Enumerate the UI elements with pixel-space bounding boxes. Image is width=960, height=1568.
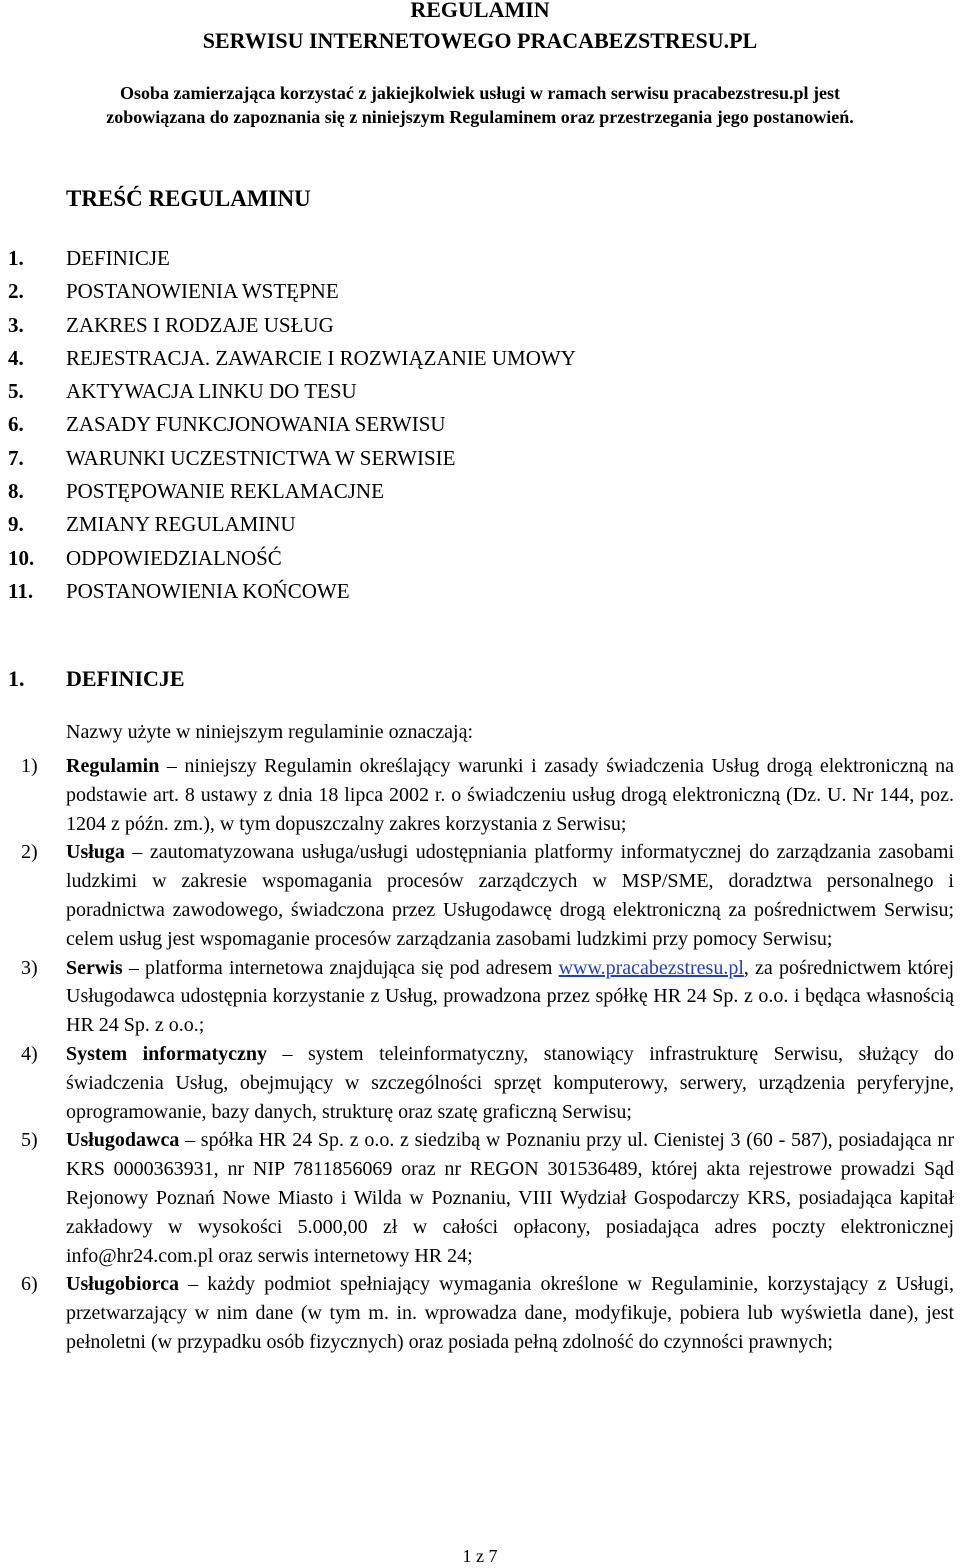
definition-number: 3) [21,956,38,979]
toc-item-label: POSTANOWIENIA WSTĘPNE [66,279,339,304]
toc-item-number: 8. [8,479,24,504]
page-number: 1 z 7 [462,1546,498,1566]
document-subtitle: SERWISU INTERNETOWEGO PRACABEZSTRESU.PL [202,28,758,53]
toc-item-number: 2. [8,279,24,304]
definition-number: 6) [21,1273,38,1296]
toc-item-label: ZASADY FUNKCJONOWANIA SERWISU [66,412,446,437]
definition-term: Usługodawca [66,1129,180,1152]
definition-number: 1) [21,755,38,777]
toc-item-number: 3. [8,312,24,337]
toc-item-number: 1. [8,246,24,270]
intro-line-2: zobowiązana do zapoznania się z niniejszym Regulaminem oraz przestrzegania jego postanowień. [106,107,854,127]
toc-item-label: WARUNKI UCZESTNICTWA W SERWISIE [66,445,456,470]
section-heading [8,666,185,692]
definition-text: – zautomatyzowana usługa/usługi udostępniania platformy informatycznej do zarządzania zasobami ludzkimi w zakresie wspomagania procesów zarządczych w MSP/SME, doradztwa personalnego i poradnictwa zawodowego, świadczona przez Usługodawcę drogą elektroniczną za pośrednictwem Serwisu; celem usług jest wspomaganie procesów zarządzania zasobami ludzkimi przy pomocy Serwisu; [66,841,954,950]
toc-item-number: 6. [8,412,24,437]
section-number: 1. [8,666,25,691]
toc-item-number: 7. [8,445,24,470]
toc-item-label: POSTĘPOWANIE REKLAMACJNE [66,479,384,504]
definition-item [0,1270,960,1356]
definition-text: – platforma internetowa znajdująca się pod adresem [122,956,559,979]
toc-item-number: 11. [8,578,34,603]
definition-text: – system teleinformatyczny, stanowiący infrastrukturę Serwisu, służący do świadczenia Usług, obejmujący w szczególności sprzęt komputerowy, serwery, urządzenia peryferyjne, oprogramowanie, bazy danych, strukturę oraz szatę graficzną Serwisu; [66,1042,954,1123]
section-intro: Nazwy użyte w niniejszym regulaminie oznaczają: [66,721,474,743]
definition-item [0,752,960,838]
document-title: REGULAMIN [410,0,550,22]
definitions-list [0,752,960,1357]
definition-text: – każdy podmiot spełniający wymagania określone w Regulaminie, korzystający z Usługi, przetwarzający w nim dane (w tym m. in. wprowadza dane, modyfikuje, pobiera lub wyświetla dane), jest pełnoletni (w przypadku osób fizycznych) oraz posiada pełną zdolność do czynności prawnych; [66,1273,954,1353]
definition-item [0,1040,960,1126]
toc-item-number: 5. [8,379,24,404]
toc-item-label: DEFINICJE [66,246,170,270]
definition-text: – spółka HR 24 Sp. z o.o. z siedzibą w Poznaniu przy ul. Cienistej 3 (60 - 587), posiadająca nr KRS 0000363931, nr NIP 7811856069 oraz nr REGON 301536489, której akta rejestrowe prowadzi Sąd Rejonowy Poznań Nowe Miasto i Wilda w Poznaniu, VIII Wydział Gospodarczy KRS, posiadająca kapitał zakładowy w wysokości 5.000,00 zł w całości opłacony, posiadająca adres poczty elektronicznej info@hr24.com.pl oraz serwis internetowy HR 24; [66,1129,954,1267]
toc-item-number: 9. [8,512,24,537]
definition-number: 5) [21,1129,38,1152]
definition-item [0,954,960,1040]
toc-item-label: REJESTRACJA. ZAWARCIE I ROZWIĄZANIE UMOWY [66,345,576,370]
definition-text: – niniejszy Regulamin określający warunki i zasady świadczenia Usług drogą elektroniczną na podstawie art. 8 ustawy z dnia 18 lipca 2002 r. o świadczeniu usług drogą elektroniczną (Dz. U. Nr 144, poz. 1204 z późn. zm.), w tym dopuszczalny zakres korzystania z Serwisu; [66,755,954,835]
toc-item-label: AKTYWACJA LINKU DO TESU [66,379,357,404]
website-link[interactable]: www.pracabezstresu.pl [558,956,744,979]
definition-item [0,1126,960,1270]
definition-number: 2) [21,841,38,864]
toc-item-label: ODPOWIEDZIALNOŚĆ [66,545,282,570]
definition-term: Usługa [66,841,125,864]
section-title: DEFINICJE [66,666,185,691]
definition-number: 4) [21,1042,38,1065]
toc-item-label: ZAKRES I RODZAJE USŁUG [66,312,334,337]
toc-item-number: 10. [8,545,35,570]
definition-item [0,838,960,953]
toc-item-number: 4. [8,345,24,370]
toc-heading: TREŚĆ REGULAMINU [66,186,311,211]
definition-term: System informatyczny [66,1042,268,1065]
toc-item-label: POSTANOWIENIA KOŃCOWE [66,578,350,603]
definition-term: Serwis [66,956,123,979]
toc-item-label: ZMIANY REGULAMINU [66,512,296,537]
intro-line-1: Osoba zamierzająca korzystać z jakiejkolwiek usługi w ramach serwisu pracabezstresu.pl jest [119,83,841,103]
definition-term: Usługobiorca [66,1273,179,1296]
definition-term: Regulamin [66,755,160,777]
definition-text-after: , za pośrednictwem której Usługodawca udostępnia korzystanie z Usług, prowadzona przez spółkę HR 24 Sp. z o.o. i będąca własnością HR 24 Sp. z o.o.; [66,956,954,1037]
